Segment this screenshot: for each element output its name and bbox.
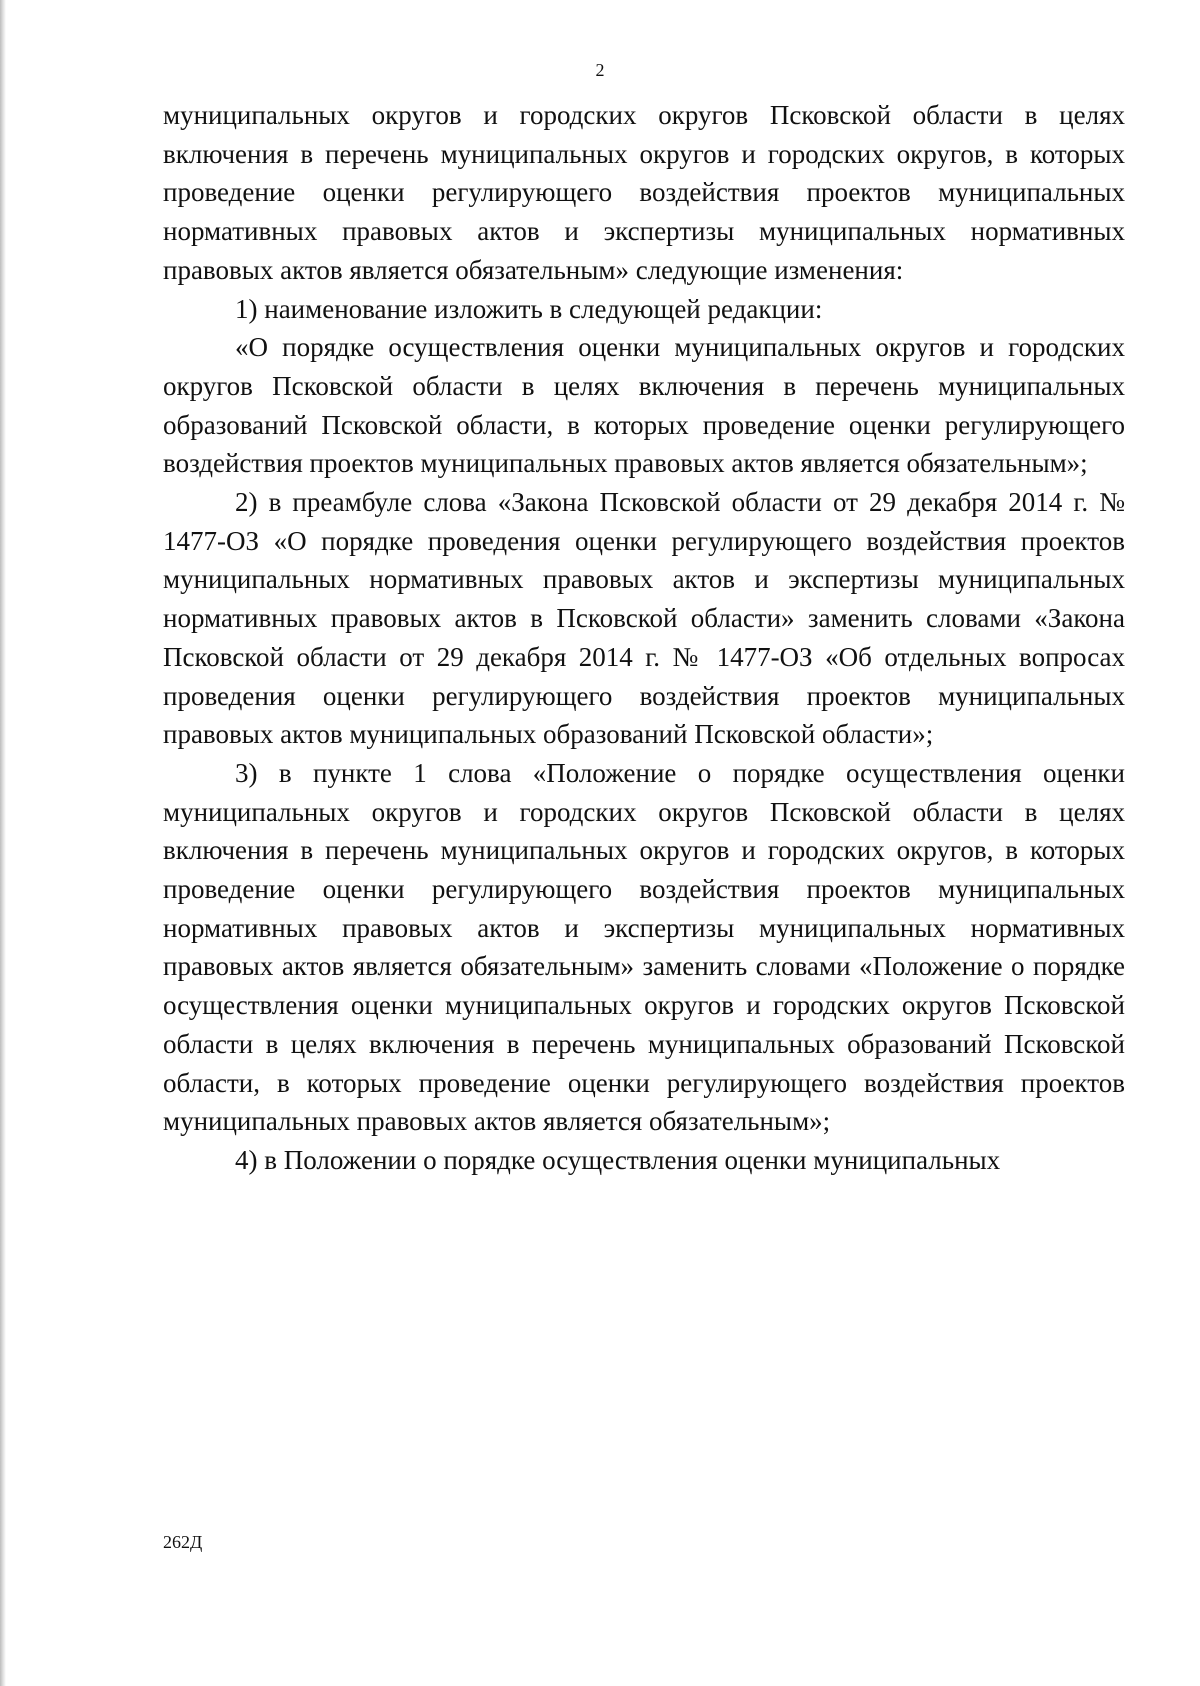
paragraph-new-title: «О порядке осуществления оценки муниципальных округов и городских округов Псковской области в целях включения в перечень муниципальных образований Псковской области, в которых проведение оценки регулирующего воздействия проектов муниципальных правовых актов является обязательным»;	[163, 332, 1125, 479]
document-body	[163, 96, 1125, 1180]
paragraph-continuation: муниципальных округов и городских округов Псковской области в целях включения в перечень муниципальных округов и городских округов, в которых проведение оценки регулирующего воздействия проектов муниципальных нормативных правовых актов и экспертизы муниципальных нормативных правовых актов является обязательным» следующие изменения:	[163, 100, 1125, 285]
scan-edge	[0, 0, 6, 1686]
paragraph-item-2: 2) в преамбуле слова «Закона Псковской области от 29 декабря 2014 г. № 1477-ОЗ «О порядке проведения оценки регулирующего воздействия проектов муниципальных нормативных правовых актов и экспертизы муниципальных нормативных правовых актов в Псковской области» заменить словами «Закона Псковской области от 29 декабря 2014 г. № 1477-ОЗ «Об отдельных вопросах проведения оценки регулирующего воздействия проектов муниципальных правовых актов муниципальных образований Псковской области»;	[163, 487, 1125, 750]
paragraph-item-3: 3) в пункте 1 слова «Положение о порядке осуществления оценки муниципальных округов и городских округов Псковской области в целях включения в перечень муниципальных округов и городских округов, в которых проведение оценки регулирующего воздействия проектов муниципальных нормативных правовых актов и экспертизы муниципальных нормативных правовых актов является обязательным» заменить словами «Положение о порядке осуществления оценки муниципальных округов и городских округов Псковской области в целях включения в перечень муниципальных образований Псковской области, в которых проведение оценки регулирующего воздействия проектов муниципальных правовых актов является обязательным»;	[163, 757, 1125, 1137]
page-number: 2	[595, 60, 605, 80]
paragraph-item-1: 1) наименование изложить в следующей редакции:	[235, 293, 823, 324]
document-code: 262Д	[163, 1532, 203, 1552]
paragraph-item-4: 4) в Положении о порядке осуществления оценки муниципальных	[235, 1144, 1001, 1175]
